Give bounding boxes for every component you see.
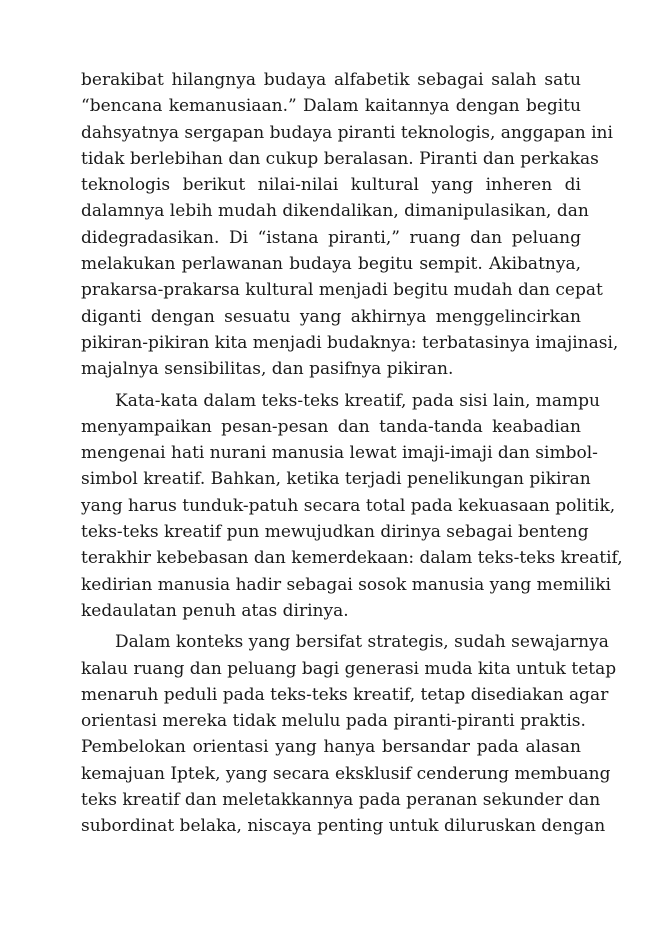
- text-line: didegradasikan. Di “istana piranti,” ruang dan peluang: [81, 227, 581, 248]
- text-line: tidak berlebihan dan cukup beralasan. Piranti dan perkakas: [81, 148, 599, 169]
- text-line: majalnya sensibilitas, dan pasifnya pikiran.: [81, 359, 454, 380]
- text-line: teks kreatif dan meletakkannya pada peranan sekunder dan: [81, 790, 601, 811]
- text-line: kedaulatan penuh atas dirinya.: [81, 600, 349, 621]
- text-line: prakarsa-prakarsa kultural menjadi begitu mudah dan cepat: [81, 280, 603, 301]
- text-line: dalamnya lebih mudah dikendalikan, dimanipulasikan, dan: [81, 201, 589, 222]
- text-line: teks-teks kreatif pun mewujudkan dirinya sebagai benteng: [81, 522, 589, 543]
- document-page: [81, 67, 623, 840]
- paragraph: [81, 67, 619, 383]
- text-line: diganti dengan sesuatu yang akhirnya menggelincirkan: [81, 306, 581, 327]
- text-line: mengenai hati nurani manusia lewat imaji-imaji dan simbol-: [81, 443, 598, 464]
- text-line: orientasi mereka tidak melulu pada piranti-piranti praktis.: [81, 711, 586, 732]
- body-text: [81, 67, 623, 840]
- text-line: pikiran-pikiran kita menjadi budaknya: terbatasinya imajinasi,: [81, 332, 619, 353]
- text-line: Kata-kata dalam teks-teks kreatif, pada sisi lain, mampu: [115, 390, 600, 411]
- text-line: subordinat belaka, niscaya penting untuk diluruskan dengan: [81, 816, 606, 837]
- text-line: melakukan perlawanan budaya begitu sempit. Akibatnya,: [81, 254, 581, 275]
- text-line: yang harus tunduk-patuh secara total pada kekuasaan politik,: [81, 495, 616, 516]
- text-line: “bencana kemanusiaan.” Dalam kaitannya dengan begitu: [81, 96, 581, 117]
- text-line: menaruh peduli pada teks-teks kreatif, tetap disediakan agar: [81, 684, 609, 705]
- text-line: berakibat hilangnya budaya alfabetik sebagai salah satu: [81, 70, 581, 90]
- text-line: kemajuan Iptek, yang secara eksklusif cenderung membuang: [81, 763, 611, 784]
- text-line: menyampaikan pesan-pesan dan tanda-tanda keabadian: [81, 416, 581, 437]
- text-line: Pembelokan orientasi yang hanya bersandar pada alasan: [81, 737, 581, 758]
- paragraph: [81, 629, 617, 839]
- text-line: kalau ruang dan peluang bagi generasi muda kita untuk tetap: [81, 658, 617, 679]
- text-line: terakhir kebebasan dan kemerdekaan: dalam teks-teks kreatif,: [81, 548, 623, 569]
- text-line: Dalam konteks yang bersifat strategis, sudah sewajarnya: [115, 632, 609, 653]
- text-line: simbol kreatif. Bahkan, ketika terjadi penelikungan pikiran: [81, 469, 591, 490]
- text-line: teknologis berikut nilai-nilai kultural yang inheren di: [81, 175, 581, 196]
- text-line: kedirian manusia hadir sebagai sosok manusia yang memiliki: [81, 574, 611, 595]
- text-line: dahsyatnya sergapan budaya piranti teknologis, anggapan ini: [81, 122, 613, 143]
- paragraph: [81, 388, 623, 625]
